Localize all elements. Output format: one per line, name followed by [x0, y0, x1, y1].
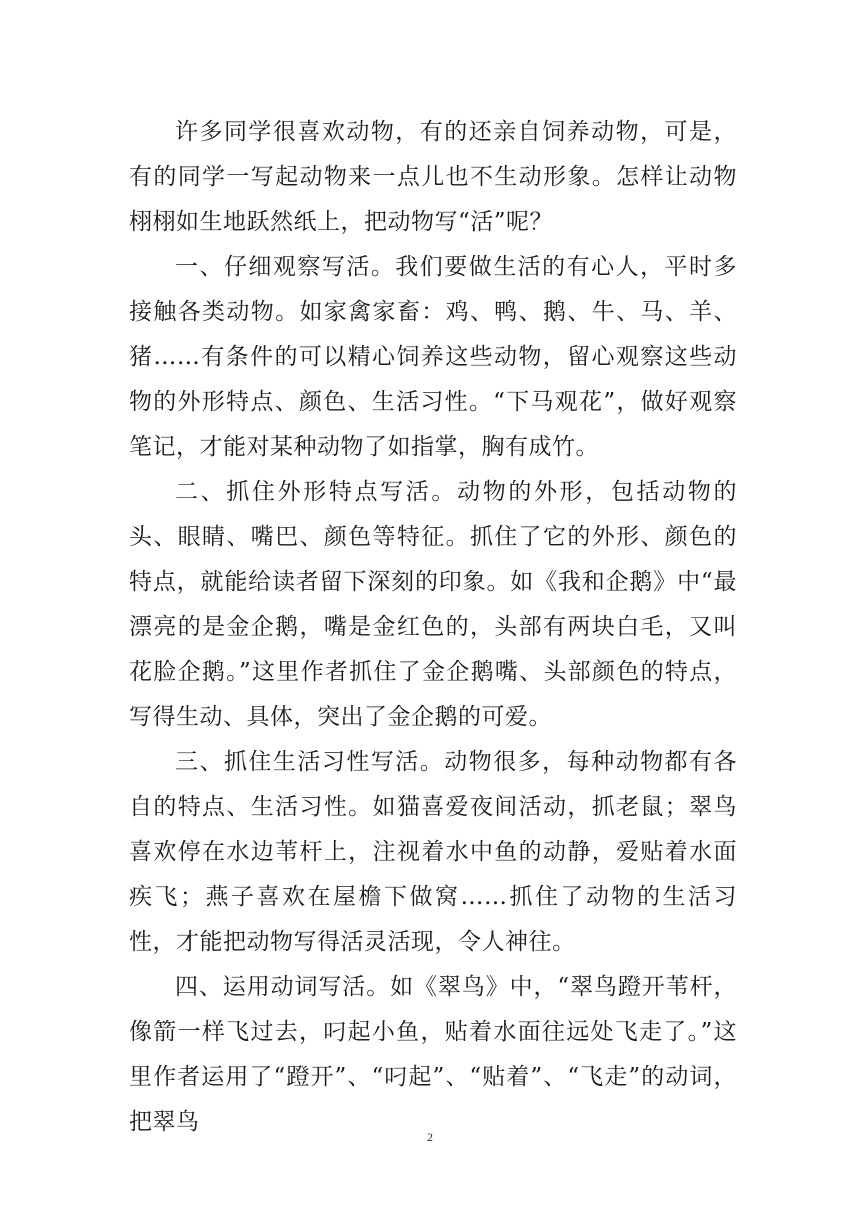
paragraph-intro: 许多同学很喜欢动物，有的还亲自饲养动物，可是，有的同学一写起动物来一点儿也不生动形象。怎样让动物栩栩如生地跃然纸上，把动物写“活”呢？ [129, 119, 737, 235]
paragraph-habits: 三、抓住生活习性写活。动物很多，每种动物都有各自的特点、生活习性。如猫喜爱夜间活动，抓老鼠；翠鸟喜欢停在水边苇杆上，注视着水中鱼的动静，爱贴着水面疾飞；燕子喜欢在屋檐下做窝……抓住了动物的生活习性，才能把动物写得活灵活现，令人神往。 [129, 749, 737, 955]
paragraph-observe: 一、仔细观察写活。我们要做生活的有心人，平时多接触各类动物。如家禽家畜：鸡、鸭、鹅、牛、马、羊、猪……有条件的可以精心饲养这些动物，留心观察这些动物的外形特点、颜色、生活习性。“下马观花”，做好观察笔记，才能对某种动物了如指掌，胸有成竹。 [129, 254, 737, 460]
paragraph-appearance: 二、抓住外形特点写活。动物的外形，包括动物的头、眼睛、嘴巴、颜色等特征。抓住了它的外形、颜色的特点，就能给读者留下深刻的印象。如《我和企鹅》中“最漂亮的是金企鹅，嘴是金红色的，头部有两块白毛，又叫花脸企鹅。”这里作者抓住了金企鹅嘴、头部颜色的特点，写得生动、具体，突出了金企鹅的可爱。 [129, 479, 737, 730]
document-body [129, 110, 737, 1145]
paragraph-verbs: 四、运用动词写活。如《翠鸟》中，“翠鸟蹬开苇杆，像箭一样飞过去，叼起小鱼，贴着水面往远处飞走了。”这里作者运用了“蹬开”、“叼起”、“贴着”、“飞走”的动词，把翠鸟 [129, 974, 737, 1135]
page-number: 2 [427, 1130, 433, 1144]
